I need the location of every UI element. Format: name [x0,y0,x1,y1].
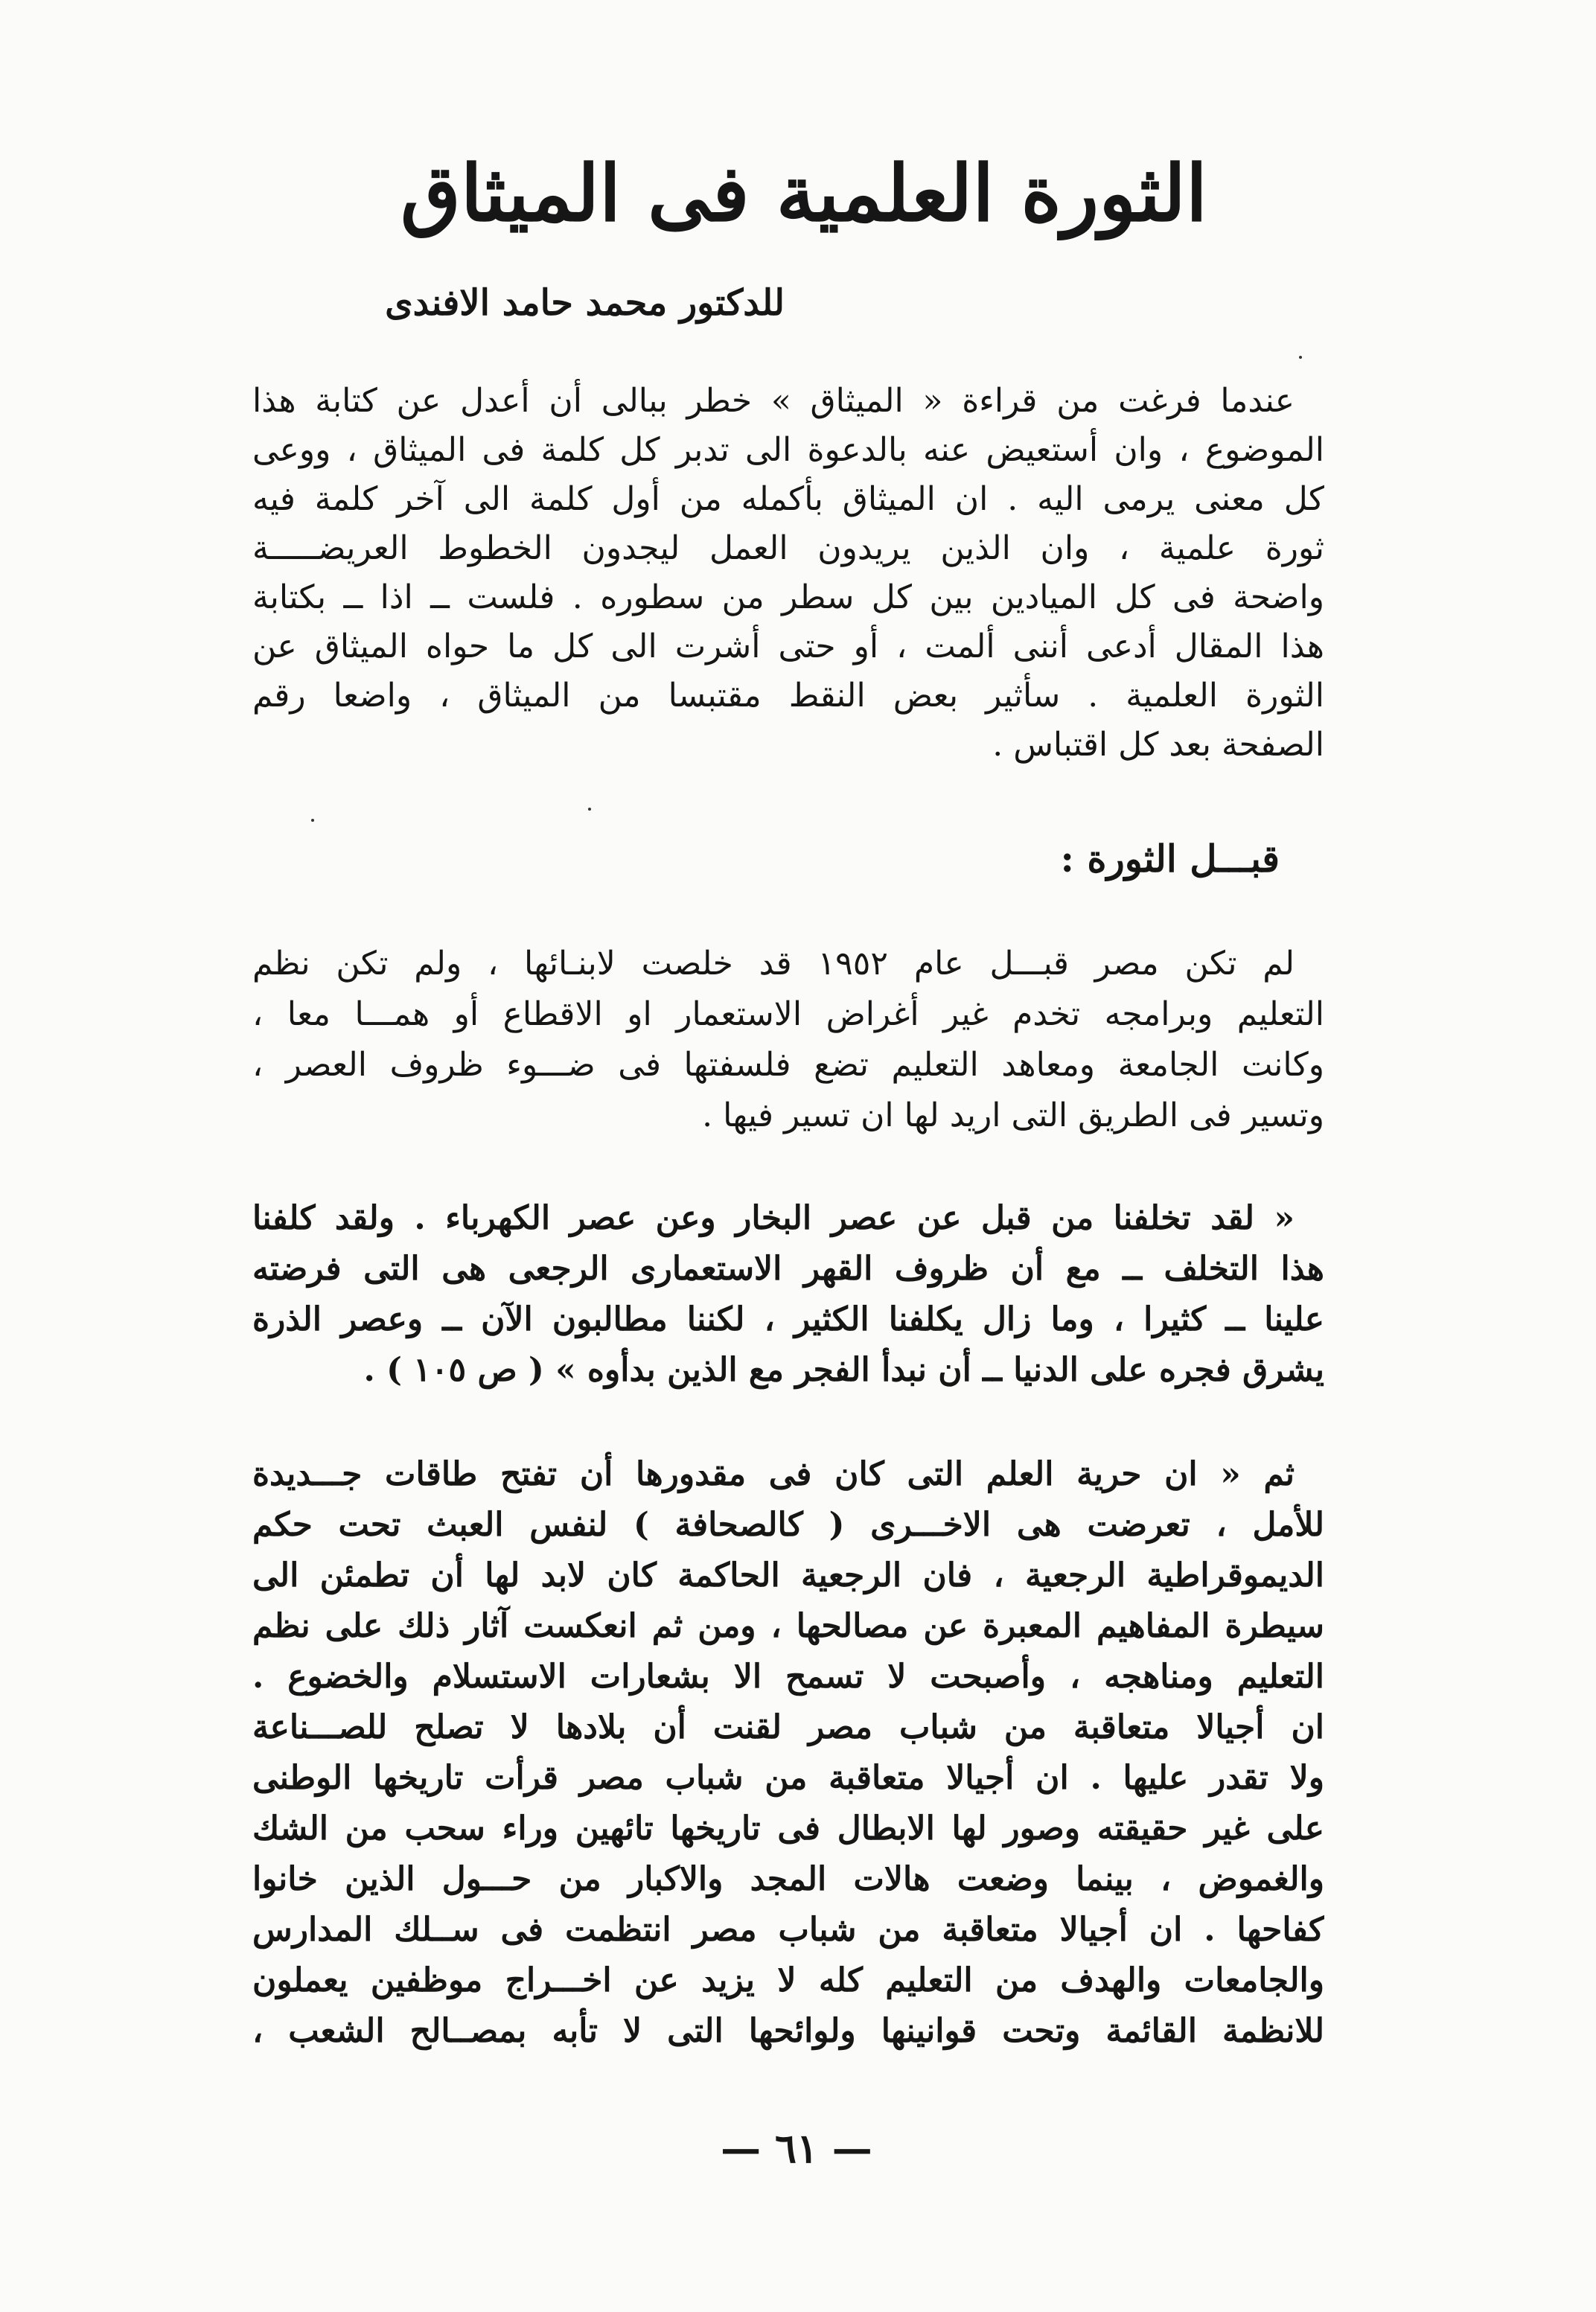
author-byline: للدكتور محمد حامد الافندى [385,282,785,324]
paragraph-line: ثورة علمية ، وان الذين يريدون العمل ليجدون الخطوط العريضـــــة [252,529,1324,567]
section-heading: قبـــل الثورة : [1060,837,1280,881]
paragraph-line: كل معنى يرمى اليه . ان الميثاق بأكمله من أول كلمة الى آخر كلمة فيه [252,480,1324,518]
quote-line: « لقد تخلفنا من قبل عن عصر البخار وعن عصر الكهرباء . ولقد كلفنا [252,1199,1295,1237]
paragraph-line: واضحة فى كل الميادين بين كل سطر من سطوره . فلست ــ اذا ــ بكتابة [252,578,1324,616]
quote-line: ثم « ان حرية العلم التى كان فى مقدورها أن تفتح طاقات جـــديدة [252,1455,1295,1493]
quote-line: للأمل ، تعرضت هى الاخـــرى ( كالصحافة ) لنفس العبث تحت حكم [252,1506,1324,1544]
quote-line: والغموض ، بينما وضعت هالات المجد والاكبار من حـــول الذين خانوا [252,1860,1324,1898]
quote-line: علينا ــ كثيرا ، وما زال يكلفنا الكثير ، لكننا مطالبون الآن ــ وعصر الذرة [252,1300,1324,1338]
paragraph-line: التعليم وبرامجه تخدم غير أغراض الاستعمار او الاقطاع أو همـــا معا ، [252,995,1324,1033]
paragraph-line: هذا المقال أدعى أننى ألمت ، أو حتى أشرت الى كل ما حواه الميثاق عن [252,628,1324,665]
quote-line: الديموقراطية الرجعية ، فان الرجعية الحاكمة كان لابد لها أن تطمئن الى [252,1556,1324,1594]
quote-line: التعليم ومناهجه ، وأصبحت لا تسمح الا بشعارات الاستسلام والخضوع . [252,1658,1324,1696]
quote-line: هذا التخلف ــ مع أن ظروف القهر الاستعمارى الرجعى هى التى فرضته [252,1250,1324,1288]
quote-line: سيطرة المفاهيم المعبرة عن مصالحها ، ومن ثم انعكست آثار ذلك على نظم [252,1607,1324,1645]
quote-line: يشرق فجره على الدنيا ــ أن نبدأ الفجر مع الذين بدأوه » ( ص ١٠٥ ) . [363,1351,1324,1389]
paragraph-line: لم تكن مصر قبـــل عام ١٩٥٢ قد خلصت لابنـائها ، ولم تكن نظم [252,945,1295,983]
quote-line: على غير حقيقته وصور لها الابطال فى تاريخها تائهين وراء سحب من الشك [252,1810,1324,1848]
paragraph-line: الموضوع ، وان أستعيض عنه بالدعوة الى تدبر كل كلمة فى الميثاق ، ووعى [252,431,1324,469]
page-number: — ٦١ — [721,2124,872,2172]
scan-speck [311,819,314,822]
quote-line: والجامعات والهدف من التعليم كله لا يزيد عن اخـــراج موظفين يعملون [252,1961,1324,1999]
paragraph-line: الثورة العلمية . سأثير بعض النقط مقتبسا من الميثاق ، واضعا رقم [252,677,1324,715]
paragraph-line: الصفحة بعد كل اقتباس . [992,726,1324,764]
quote-line: ولا تقدر عليها . ان أجيالا متعاقبة من شباب مصر قرأت تاريخها الوطنى [252,1759,1324,1797]
quote-line: ان أجيالا متعاقبة من شباب مصر لقنت أن بلادها لا تصلح للصـــناعة [252,1708,1324,1746]
quote-line: كفاحها . ان أجيالا متعاقبة من شباب مصر انتظمت فى ســلك المدارس [252,1911,1324,1949]
paragraph-line: عندما فرغت من قراءة « الميثاق » خطر ببالى أن أعدل عن كتابة هذا [252,382,1295,420]
article-title: الثورة العلمية فى الميثاق [400,147,1207,239]
scan-speck [588,808,591,811]
quote-line: للانظمة القائمة وتحت قوانينها ولوائحها التى لا تأبه بمصــالح الشعب ، [252,2012,1324,2050]
paragraph-line: وكانت الجامعة ومعاهد التعليم تضع فلسفتها فى ضـــوء ظروف العصر ، [252,1046,1324,1084]
scan-speck [1299,356,1302,359]
paragraph-line: وتسير فى الطريق التى اريد لها ان تسير فيها . [702,1096,1324,1134]
